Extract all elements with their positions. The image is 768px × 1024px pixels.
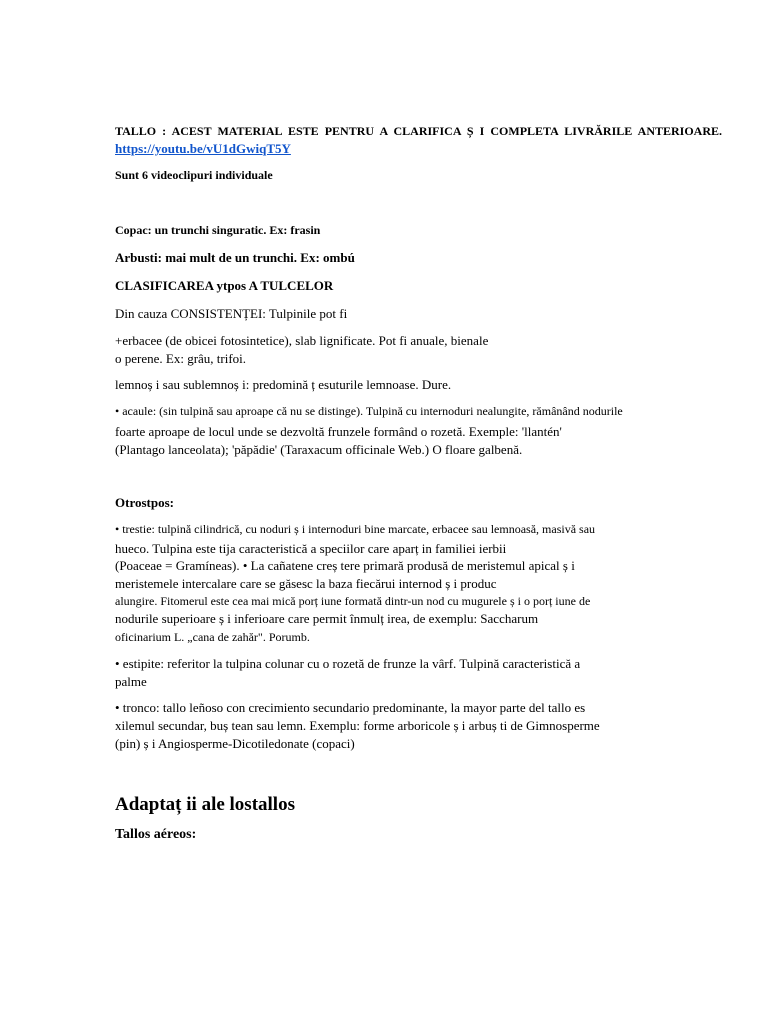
acaule-line-1: • acaule: (sin tulpină sau aproape că nu se distinge). Tulpină cu internoduri nealungite, rămânând nodurile [115,404,623,418]
trestie-line-1: • trestie: tulpină cilindrică, cu noduri ș i internoduri bine marcate, erbacee sau lemnoasă, masivă sau [115,522,596,536]
trestie-line-5: alungire. Fitomerul este cea mai mică porț iune formată dintr-un nod cu mugurele ș i o porț iune de [115,594,591,608]
tronco-line-1: • tronco: tallo leñoso con crecimiento secundario predominante, la mayor parte del tallo es [115,700,586,715]
tronco-line-2: xilemul secundar, buș tean sau lemn. Exemplu: forme arboricole ș i arbuș ti de Gimnosperme [115,718,600,733]
tronco-line-3: (pin) ș i Angiosperme-Dicotiledonate (copaci) [115,736,355,751]
trestie-line-2: hueco. Tulpina este tija caracteristică a speciilor care aparț in familiei ierbii [115,541,507,556]
trestie-line-4: meristemele intercalare care se găsesc la baza fiecărui internod ș i produc [115,576,497,591]
videos-note: Sunt 6 videoclipuri individuale [115,168,273,182]
lemnos-line: lemnoș i sau sublemnoș i: predomină ț esuturile lemnoase. Dure. [115,377,452,392]
adaptations-heading: Adaptaț ii ale lostallos [115,794,295,815]
estipite-line-1: • estipite: referitor la tulpina colunar cu o rozetă de frunze la vârf. Tulpină caracteristică a [115,656,581,671]
trestie-line-7: oficinarium L. „cana de zahăr". Porumb. [115,630,310,644]
acaule-line-2: foarte aproape de locul unde se dezvoltă frunzele formând o rozetă. Exemple: 'llantén' [115,424,562,439]
trestie-line-3: (Poaceae = Gramíneas). • La cañatene creș tere primară produsă de meristemul apical ș i [115,558,575,573]
estipite-line-2: palme [115,674,147,689]
herbacee-line-2: o perene. Ex: grâu, trifoi. [115,351,247,366]
herbacee-line-1: +erbacee (de obicei fotosintetice), slab lignificate. Pot fi anuale, bienale [115,333,489,348]
arbusti-definition: Arbusti: mai mult de un trunchi. Ex: ombú [115,250,355,265]
classification-heading: CLASIFICAREA ytpos A TULCELOR [115,278,334,293]
aerial-stems-subheading: Tallos aéreos: [115,827,197,842]
copac-definition: Copac: un trunchi singuratic. Ex: frasin [115,223,321,237]
others-heading: Otrostpos: [115,495,174,510]
acaule-line-3: (Plantago lanceolata); 'păpădie' (Taraxacum officinale Web.) O floare galbenă. [115,442,523,457]
consistency-intro: Din cauza CONSISTENȚEI: Tulpinile pot fi [115,306,348,321]
youtube-link[interactable]: https://youtu.be/vU1dGwiqT5Y [115,141,291,156]
header-title: TALLO : ACEST MATERIAL ESTE PENTRU A CLARIFICA Ș I COMPLETA LIVRĂRILE ANTERIOARE. [115,124,722,138]
trestie-line-6: nodurile superioare ș i inferioare care permit înmulț irea, de exemplu: Saccharum [115,611,539,626]
